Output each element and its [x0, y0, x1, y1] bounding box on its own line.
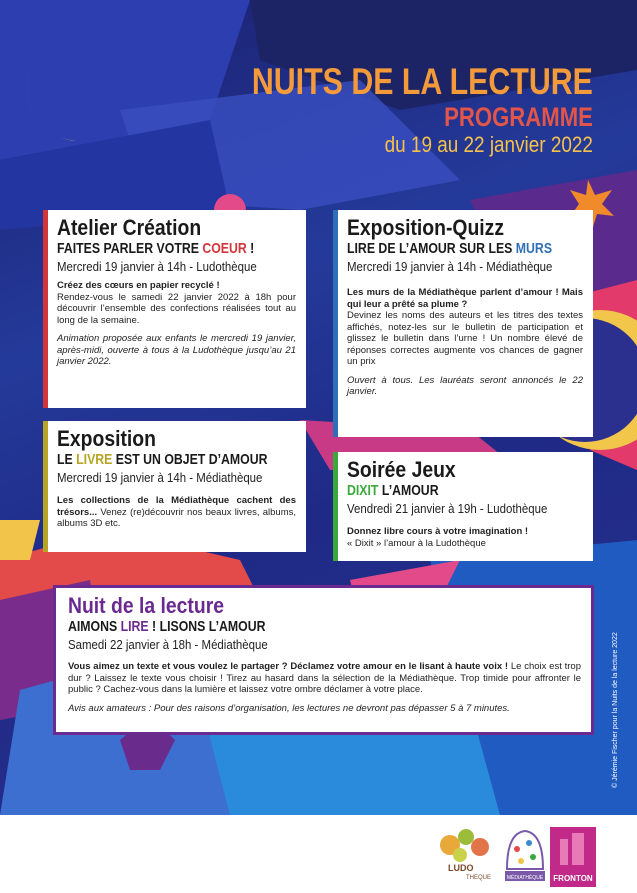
subtitle-highlight: MURS [515, 240, 553, 257]
subtitle-part: LIRE DE L’AMOUR SUR LES [347, 240, 516, 257]
footer-logos [0, 815, 637, 893]
subtitle-part: L’AMOUR [378, 482, 439, 499]
card-subtitle [68, 618, 489, 636]
card-date: Mercredi 19 janvier à 14h - Médiathèque [57, 470, 263, 485]
fronton-logo [550, 827, 596, 887]
card-subtitle [57, 451, 268, 469]
card-subtitle [347, 240, 553, 258]
ludo-logo-subtext: THEQUE [466, 875, 492, 881]
mediatheque-logo [503, 823, 547, 887]
card-body-text: Le choix est trop dur ? Laissez le texte vous choisir ! Tirez au hasard dans la sélection de la Médiathèque. Trop timide pour affronter le public ? Cachez-vous dans la lumière et laissez votre ombre déclamer à votre place. [68, 661, 581, 695]
subtitle-part: AIMONS [68, 618, 121, 635]
fronton-logo-text: FRONTON [553, 874, 593, 883]
subtitle-highlight: LIRE [120, 618, 149, 635]
card-italic-note: Avis aux amateurs : Pour des raisons d’organisation, les lectures ne devront pas dépasser 5 à 7 minutes. [68, 702, 510, 714]
card-body-text: Devinez les noms des auteurs et les titres des textes affichés, notez-les sur le bulletin de participation et glissez le bulletin dans l’urne ! Un nombre élevé de réponses correctes augmente vos chances de gagner un prix [347, 310, 583, 367]
subtitle-part: LE [57, 451, 77, 468]
card-accent-bar [333, 210, 338, 437]
subtitle-highlight: DIXIT [347, 482, 379, 499]
event-card-atelier [43, 210, 306, 408]
mediatheque-logo-text: MÉDIATHÈQUE [506, 875, 544, 881]
card-subtitle [57, 240, 253, 258]
poster-title: NUITS DE LA LECTURE [251, 61, 593, 102]
ludotheque-logo [436, 827, 498, 885]
ludo-logo-text: LUDO [448, 863, 474, 873]
card-body-bold: Donnez libre cours à votre imagination ! [347, 526, 529, 537]
card-body [68, 661, 581, 696]
poster-title-block [177, 62, 593, 158]
card-body [57, 280, 296, 326]
card-date: Vendredi 21 janvier à 19h - Ludothèque [347, 501, 548, 516]
card-date: Mercredi 19 janvier à 14h - Ludothèque [57, 259, 257, 274]
card-body-bold: Les collections de la Médiathèque cachent des trésors... [57, 495, 296, 518]
subtitle-part: ! LISONS L’AMOUR [148, 618, 266, 635]
card-body-text: « Dixit » l’amour à la Ludothèque [347, 537, 486, 549]
card-title: Nuit de la lecture [68, 593, 225, 618]
card-body-text: Venez (re)découvrir nos beaux livres, albums, albums 3D etc. [57, 506, 296, 529]
card-subtitle [347, 482, 541, 500]
card-body-bold: Créez des cœurs en papier recyclé ! [57, 280, 220, 291]
card-accent-bar [333, 452, 338, 561]
card-italic-note: Ouvert à tous. Les lauréats seront annoncés le 22 janvier. [347, 374, 583, 397]
event-card-exposition [43, 421, 306, 552]
card-date: Mercredi 19 janvier à 14h - Médiathèque [347, 259, 553, 274]
subtitle-part: FAITES PARLER VOTRE [57, 240, 203, 257]
card-title: Exposition [57, 426, 156, 451]
card-body-bold: Les murs de la Médiathèque parlent d’amour ! Mais qui leur a prêté sa plume ? [347, 287, 583, 310]
card-body [347, 287, 583, 368]
poster-dates: du 19 au 22 janvier 2022 [384, 132, 593, 157]
illustration-credit: © Jérémie Fischer pour la Nuits de la lecture 2022 [612, 632, 619, 788]
event-card-expo-quizz [333, 210, 593, 437]
card-body-text: Rendez-vous le samedi 22 janvier 2022 à 18h pour découvrir l’ensemble des confections réalisées tout au long de la semaine. [57, 291, 296, 326]
event-card-nuit-lecture [53, 585, 594, 735]
subtitle-highlight: COEUR [202, 240, 247, 257]
subtitle-part: ! [246, 240, 255, 257]
subtitle-highlight: LIVRE [76, 451, 113, 468]
card-accent-bar [43, 421, 48, 552]
card-title: Exposition-Quizz [347, 215, 505, 240]
card-italic-note: Animation proposée aux enfants le mercredi 19 janvier, après-midi, ouverte à tous à la Ludothèque jusqu’au 21 janvier 2022. [57, 333, 296, 367]
card-title: Soirée Jeux [347, 457, 456, 482]
event-card-soiree-jeux [333, 452, 593, 561]
card-body [57, 495, 296, 530]
card-title: Atelier Création [57, 215, 202, 240]
card-body [347, 526, 583, 549]
card-body-bold: Vous aimez un texte et vous voulez le partager ? Déclamez votre amour en le lisant à haute voix ! [68, 661, 509, 672]
card-date: Samedi 22 janvier à 18h - Médiathèque [68, 637, 268, 652]
poster-subtitle: PROGRAMME [444, 102, 593, 132]
card-accent-bar [43, 210, 48, 408]
subtitle-part: EST UN OBJET D’AMOUR [112, 451, 268, 468]
